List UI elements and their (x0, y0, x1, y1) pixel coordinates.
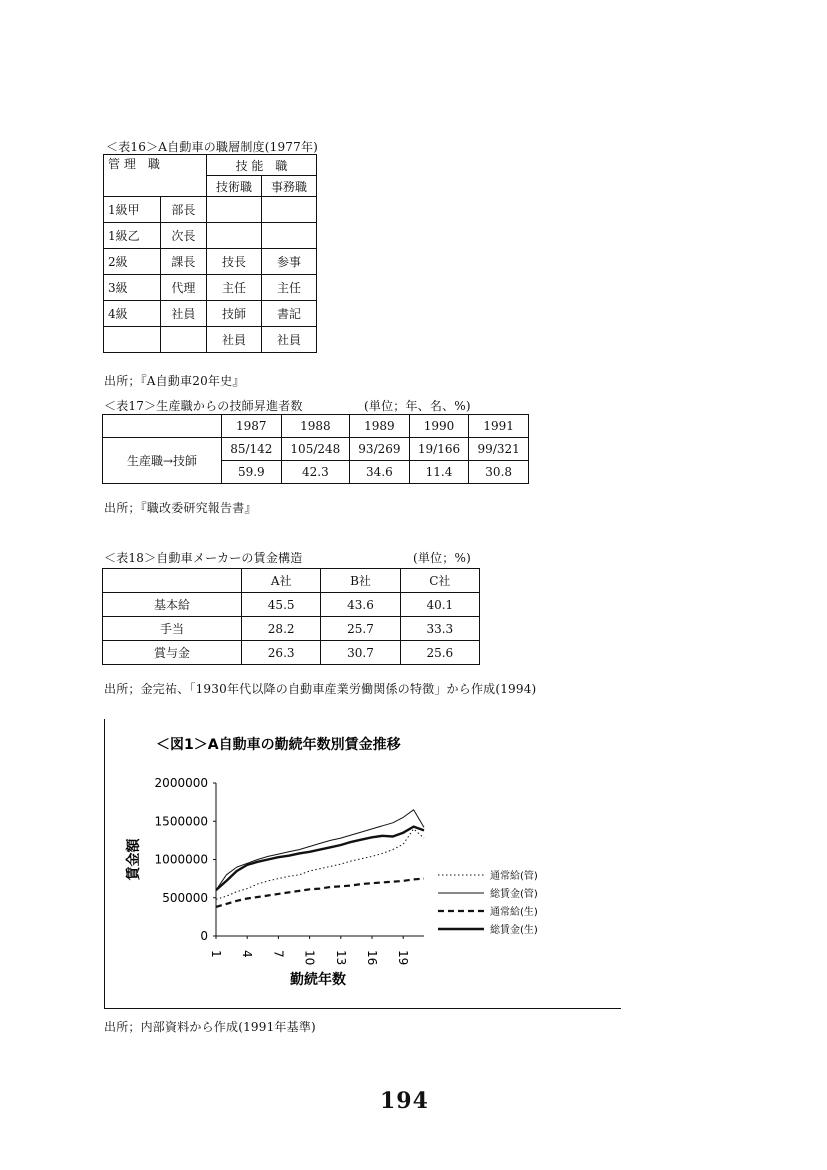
table18-caption: ＜表18＞自動車メーカーの賃金構造 (104, 551, 303, 565)
x-tick-label: 19 (396, 950, 411, 966)
mgmt-cell: 課長 (160, 249, 206, 275)
table-row (104, 223, 317, 249)
tech-cell: 技師 (207, 301, 262, 327)
table-row (103, 438, 529, 461)
table16 (103, 154, 317, 353)
grade-cell: 1級乙 (104, 223, 161, 249)
legend-label: 総賃金(管) (490, 889, 538, 900)
x-tick-label: 10 (302, 950, 317, 966)
mgmt-cell: 部長 (160, 197, 206, 223)
table-row (104, 327, 317, 353)
grade-cell (104, 327, 161, 353)
value-cell: 26.3 (242, 641, 321, 665)
header-technical: 技術職 (207, 176, 262, 197)
grade-cell: 2級 (104, 249, 161, 275)
wage-chart (104, 715, 624, 1015)
y-tick-label: 1500000 (154, 814, 208, 829)
header-skill: 技 能 職 (207, 155, 317, 176)
value-cell: 43.6 (321, 593, 400, 617)
table-row (104, 197, 317, 223)
value-cell: 30.7 (321, 641, 400, 665)
table-row (103, 641, 480, 665)
mgmt-cell: 次長 (160, 223, 206, 249)
percent-cell: 30.8 (469, 461, 529, 484)
x-tick-label: 7 (271, 950, 286, 958)
value-cell: 28.2 (242, 617, 321, 641)
table18 (102, 568, 480, 665)
tech-cell: 社員 (207, 327, 262, 353)
percent-cell: 34.6 (350, 461, 410, 484)
table-row (103, 617, 480, 641)
value-cell: 40.1 (400, 593, 479, 617)
header-clerical: 事務職 (262, 176, 317, 197)
year-cell: 1987 (222, 415, 282, 438)
clerk-cell: 社員 (262, 327, 317, 353)
page-number: 194 (380, 1088, 429, 1114)
row-label: 賞与金 (103, 641, 242, 665)
x-tick-label: 13 (333, 950, 348, 966)
company-cell: C社 (400, 569, 479, 593)
clerk-cell: 書記 (262, 301, 317, 327)
row-label: 基本給 (103, 593, 242, 617)
tech-cell: 主任 (207, 275, 262, 301)
mgmt-cell: 代理 (160, 275, 206, 301)
count-cell: 85/142 (222, 438, 282, 461)
tech-cell (207, 223, 262, 249)
figure1-source: 出所；内部資料から作成(1991年基準) (104, 1020, 316, 1034)
y-tick-label: 0 (200, 929, 208, 943)
y-tick-label: 1000000 (154, 852, 208, 867)
x-axis-label: 勤続年数 (290, 972, 346, 988)
table18-unit: (単位；%) (413, 551, 471, 565)
table17 (102, 414, 529, 484)
company-cell: B社 (321, 569, 400, 593)
table-row (104, 249, 317, 275)
tech-cell: 技長 (207, 249, 262, 275)
value-cell: 45.5 (242, 593, 321, 617)
mgmt-cell (160, 327, 206, 353)
mgmt-cell: 社員 (160, 301, 206, 327)
legend-label: 総賃金(生) (490, 925, 538, 936)
value-cell: 33.3 (400, 617, 479, 641)
grade-cell: 4級 (104, 301, 161, 327)
clerk-cell (262, 197, 317, 223)
year-cell: 1989 (350, 415, 410, 438)
table17-caption: ＜表17＞生産職からの技師昇進者数 (104, 399, 303, 413)
percent-cell: 59.9 (222, 461, 282, 484)
row-label: 手当 (103, 617, 242, 641)
y-tick-label: 2000000 (154, 776, 208, 790)
legend-label: 通常給(生) (490, 907, 538, 918)
value-cell: 25.7 (321, 617, 400, 641)
table16-source: 出所；『A自動車20年史』 (104, 374, 245, 388)
table18-source: 出所；金完祐、「1930年代以降の自動車産業労働関係の特徴」から作成(1994) (104, 682, 537, 696)
count-cell: 105/248 (281, 438, 350, 461)
grade-cell: 3級 (104, 275, 161, 301)
table17-unit: (単位；年、名、%) (364, 399, 471, 413)
x-tick-label: 16 (365, 950, 379, 966)
percent-cell: 42.3 (281, 461, 350, 484)
count-cell: 93/269 (350, 438, 410, 461)
count-cell: 19/166 (409, 438, 469, 461)
x-tick-label: 1 (209, 950, 223, 958)
empty-header-cell (103, 569, 242, 593)
clerk-cell: 参事 (262, 249, 317, 275)
row-label: 生産職→技師 (103, 438, 222, 484)
series-line-4 (216, 827, 424, 891)
year-cell: 1988 (281, 415, 350, 438)
table-row (104, 275, 317, 301)
y-tick-label: 500000 (162, 890, 208, 905)
clerk-cell: 主任 (262, 275, 317, 301)
empty-header-cell (103, 415, 222, 438)
tech-cell (207, 197, 262, 223)
table16-caption: ＜表16＞A自動車の職層制度(1977年) (106, 140, 319, 154)
table17-source: 出所；『職改委研究報告書』 (104, 501, 257, 515)
year-cell: 1990 (409, 415, 469, 438)
grade-cell: 1級甲 (104, 197, 161, 223)
series-line-3 (216, 879, 424, 907)
clerk-cell (262, 223, 317, 249)
count-cell: 99/321 (469, 438, 529, 461)
table-row (104, 301, 317, 327)
header-management: 管 理 職 (104, 155, 207, 197)
x-tick-label: 4 (240, 950, 255, 958)
table-row (103, 415, 529, 438)
table-row (103, 569, 480, 593)
year-cell: 1991 (469, 415, 529, 438)
percent-cell: 11.4 (409, 461, 469, 484)
chart-title: ＜図1＞A自動車の勤続年数別賃金推移 (156, 737, 401, 753)
legend-label: 通常給(管) (490, 871, 538, 882)
company-cell: A社 (242, 569, 321, 593)
value-cell: 25.6 (400, 641, 479, 665)
table-row (103, 593, 480, 617)
y-axis-label: 賃金額 (126, 838, 142, 881)
